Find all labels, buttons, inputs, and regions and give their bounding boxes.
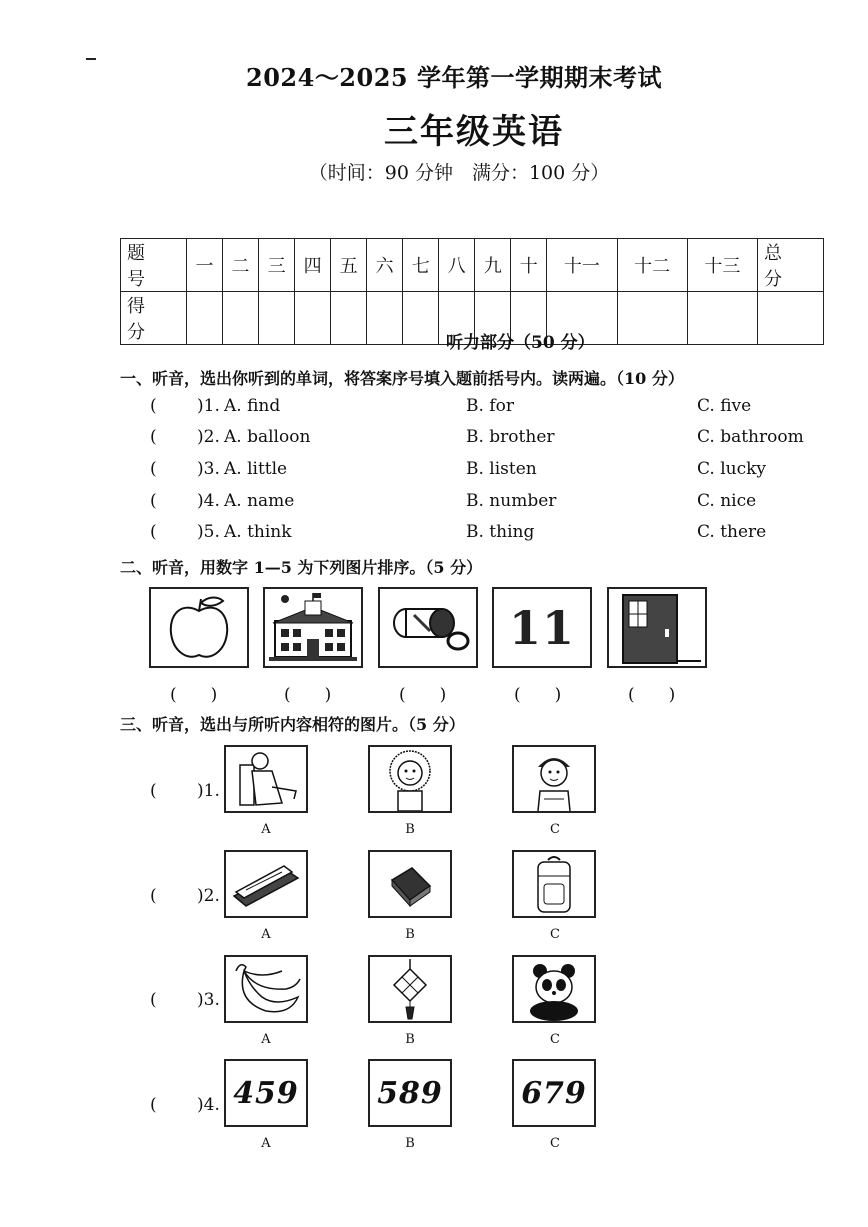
- col-13: 十三: [687, 239, 757, 292]
- number-679-text: 679: [521, 1075, 587, 1111]
- question-number: )3.: [197, 990, 220, 1010]
- tape-picture: [378, 587, 478, 668]
- col-3: 三: [259, 239, 295, 292]
- question-row: [0, 396, 868, 422]
- answer-paren[interactable]: (: [150, 491, 157, 511]
- row-header-score: 得 分: [121, 292, 187, 345]
- question-row: [0, 491, 868, 517]
- question-number: )3.: [197, 459, 220, 479]
- order-paren[interactable]: ( ): [284, 685, 332, 705]
- question-number: )5.: [197, 522, 220, 542]
- score-cell[interactable]: [687, 292, 757, 345]
- order-paren[interactable]: ( ): [514, 685, 562, 705]
- question-number: )4.: [197, 1095, 220, 1115]
- question-row: [0, 427, 868, 453]
- boy-picture: [512, 745, 596, 813]
- col-7: 七: [403, 239, 439, 292]
- boy-icon: [514, 747, 594, 811]
- grandma-icon: [226, 747, 306, 811]
- question-row: [0, 459, 868, 485]
- option-b: B. for: [466, 396, 514, 416]
- option-c: C. bathroom: [697, 427, 804, 447]
- apple-icon: [151, 589, 247, 666]
- answer-paren[interactable]: (: [150, 396, 157, 416]
- option-b: B. number: [466, 491, 557, 511]
- option-c-label: C: [550, 1032, 560, 1047]
- pencil-box-picture: [224, 850, 308, 918]
- col-10: 十: [511, 239, 547, 292]
- number-eleven-picture: [492, 587, 592, 668]
- option-b: B. thing: [466, 522, 535, 542]
- schoolbag-icon: [514, 852, 594, 916]
- section1-title: 一、听音，选出你听到的单词，将答案序号填入题前括号内。读两遍。（10 分）: [120, 369, 684, 388]
- option-c-label: C: [550, 927, 560, 942]
- col-total: 总 分: [758, 239, 824, 292]
- number-picture-b: [368, 1059, 452, 1127]
- girl-picture: [368, 745, 452, 813]
- option-a: A. balloon: [224, 427, 311, 447]
- option-a-label: A: [261, 927, 271, 942]
- option-c: C. lucky: [697, 459, 767, 479]
- score-cell[interactable]: [331, 292, 367, 345]
- number-459-text: 459: [233, 1075, 299, 1111]
- col-5: 五: [331, 239, 367, 292]
- score-cell[interactable]: [403, 292, 439, 345]
- answer-paren[interactable]: (: [150, 459, 157, 479]
- question-number: )1.: [197, 396, 220, 416]
- col-4: 四: [295, 239, 331, 292]
- col-2: 二: [223, 239, 259, 292]
- option-b-label: B: [405, 822, 415, 837]
- section3-title: 三、听音，选出与所听内容相符的图片。（5 分）: [120, 715, 465, 734]
- col-11: 十一: [547, 239, 617, 292]
- option-b-label: B: [405, 1032, 415, 1047]
- score-cell[interactable]: [367, 292, 403, 345]
- option-a-label: A: [261, 1032, 271, 1047]
- score-cell[interactable]: [259, 292, 295, 345]
- answer-paren[interactable]: (: [150, 1095, 157, 1115]
- door-icon: [609, 589, 705, 666]
- eraser-icon: [370, 852, 450, 916]
- order-paren[interactable]: ( ): [399, 685, 447, 705]
- grandma-picture: [224, 745, 308, 813]
- panda-icon: [514, 957, 594, 1021]
- banana-icon: [226, 957, 306, 1021]
- exam-info: （时间：90 分钟 满分：100 分）: [308, 162, 610, 184]
- score-cell[interactable]: [187, 292, 223, 345]
- schoolbag-picture: [512, 850, 596, 918]
- option-a: A. find: [224, 396, 281, 416]
- option-b: B. brother: [466, 427, 555, 447]
- score-cell[interactable]: [617, 292, 687, 345]
- col-1: 一: [187, 239, 223, 292]
- score-table-header-row: [121, 239, 824, 292]
- listening-part-title: 听力部分（50 分）: [446, 333, 595, 353]
- chinese-knot-icon: [370, 957, 450, 1021]
- eraser-picture: [368, 850, 452, 918]
- option-c: C. there: [697, 522, 767, 542]
- col-6: 六: [367, 239, 403, 292]
- answer-paren[interactable]: (: [150, 522, 157, 542]
- door-picture: [607, 587, 707, 668]
- option-c: C. five: [697, 396, 752, 416]
- score-cell[interactable]: [295, 292, 331, 345]
- order-paren[interactable]: ( ): [170, 685, 218, 705]
- answer-paren[interactable]: (: [150, 781, 157, 801]
- eleven-text: 11: [508, 600, 575, 655]
- panda-picture: [512, 955, 596, 1023]
- score-cell[interactable]: [223, 292, 259, 345]
- option-c-label: C: [550, 822, 560, 837]
- apple-picture: [149, 587, 249, 668]
- question-number: )2.: [197, 886, 220, 906]
- school-icon: [265, 589, 361, 666]
- answer-paren[interactable]: (: [150, 427, 157, 447]
- option-a-label: A: [261, 822, 271, 837]
- question-row: [0, 522, 868, 548]
- col-9: 九: [475, 239, 511, 292]
- option-b: B. listen: [466, 459, 537, 479]
- chinese-knot-picture: [368, 955, 452, 1023]
- section2-title: 二、听音，用数字 1—5 为下列图片排序。（5 分）: [120, 558, 483, 577]
- option-a: A. name: [224, 491, 295, 511]
- tape-icon: [380, 589, 476, 666]
- score-cell-total[interactable]: [758, 292, 824, 345]
- col-8: 八: [439, 239, 475, 292]
- option-b-label: B: [405, 927, 415, 942]
- question-number: )2.: [197, 427, 220, 447]
- option-c: C. nice: [697, 491, 757, 511]
- number-picture-a: [224, 1059, 308, 1127]
- girl-icon: [370, 747, 450, 811]
- answer-paren[interactable]: (: [150, 886, 157, 906]
- option-b-label: B: [405, 1136, 415, 1151]
- exam-title: 2024～2025 学年第一学期期末考试: [246, 63, 662, 92]
- question-number: )4.: [197, 491, 220, 511]
- option-a-label: A: [261, 1136, 271, 1151]
- number-589-text: 589: [377, 1075, 443, 1111]
- banana-picture: [224, 955, 308, 1023]
- option-a: A. think: [224, 522, 292, 542]
- school-picture: [263, 587, 363, 668]
- subject-title: 三年级英语: [384, 112, 564, 152]
- number-picture-c: [512, 1059, 596, 1127]
- row-header-number: 题 号: [121, 239, 187, 292]
- order-paren[interactable]: ( ): [628, 685, 676, 705]
- option-c-label: C: [550, 1136, 560, 1151]
- question-number: )1.: [197, 781, 220, 801]
- col-12: 十二: [617, 239, 687, 292]
- answer-paren[interactable]: (: [150, 990, 157, 1010]
- option-a: A. little: [224, 459, 288, 479]
- pencil-box-icon: [226, 852, 306, 916]
